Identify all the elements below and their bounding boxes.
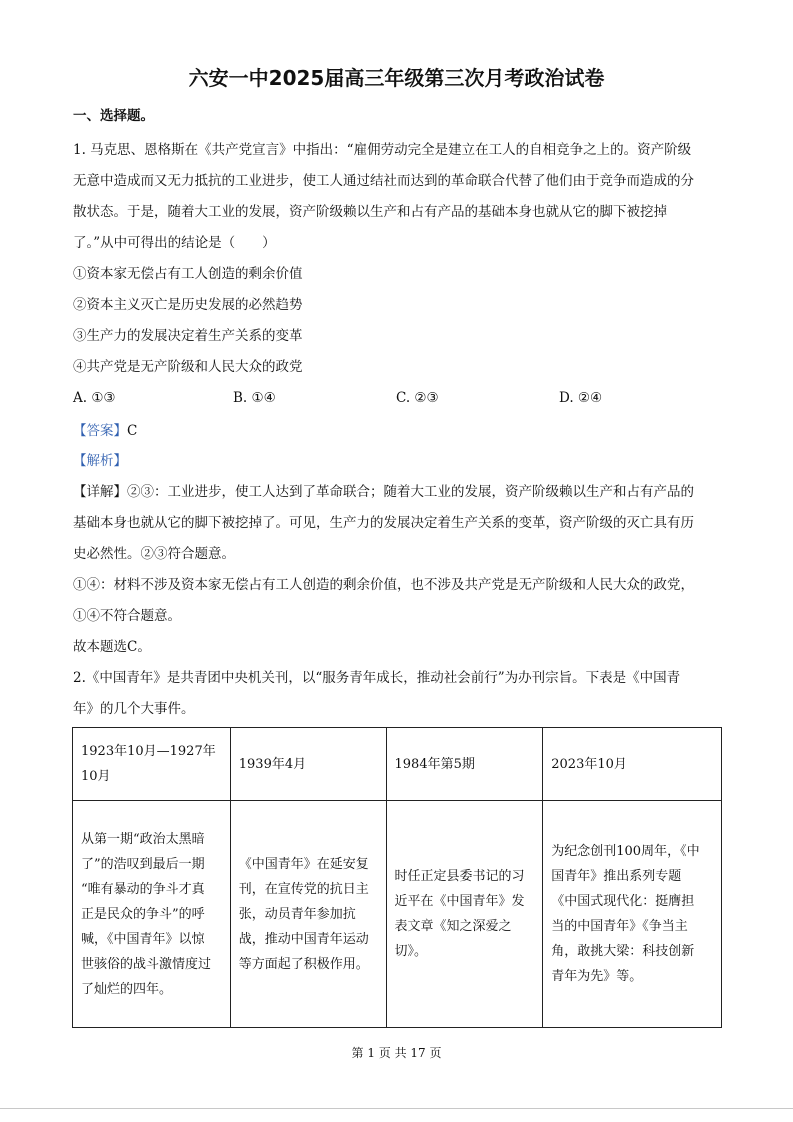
table-header-cell: 1984年第5期 (386, 728, 543, 801)
detail-line: 基础本身也就从它的脚下被挖掉了。可见，生产力的发展决定着生产关系的变革，资产阶级的灭亡具有历 (73, 515, 694, 531)
page-footer: 第 1 页 共 17 页 (351, 1046, 442, 1060)
bottom-divider (0, 1108, 793, 1109)
option-c: C. ②③ (396, 390, 439, 406)
answer-tag: 【答案】 (73, 423, 127, 439)
statement-item: ②资本主义灭亡是历史发展的必然趋势 (73, 297, 303, 313)
option-d: D. ②④ (559, 390, 603, 406)
table-header-row (73, 728, 722, 801)
events-table (72, 727, 722, 1028)
question-1-text: 1. 马克思、恩格斯在《共产党宣言》中指出：“雇佣劳动完全是建立在工人的自相竞争之上的。资产阶级 (73, 142, 692, 158)
question-2-text: 年》的几个大事件。 (73, 701, 195, 717)
table-header-cell: 1939年4月 (230, 728, 386, 801)
table-cell: 时任正定县委书记的习 近平在《中国青年》发 表文章《知之深爱之 切》。 (386, 801, 543, 1028)
detail-line: 史必然性。②③符合题意。 (73, 546, 235, 562)
statement-item: ③生产力的发展决定着生产关系的变革 (73, 328, 303, 344)
detail-line: ①④不符合题意。 (73, 608, 181, 624)
page-title: 六安一中2025届高三年级第三次月考政治试卷 (188, 66, 605, 90)
detail-text: ②③：工业进步，使工人达到了革命联合；随着大工业的发展，资产阶级赖以生产和占有产品的 (127, 484, 694, 500)
section-heading: 一、选择题。 (73, 108, 154, 124)
table-cell: 为纪念创刊100周年，《中 国青年》推出系列专题 《中国式现代化：挺膺担 当的中国青年》《争当主 角，敢挑大梁：科技创新 青年为先》等。 (543, 801, 722, 1028)
answer-line (73, 422, 137, 440)
question-1-text: 散状态。于是，随着大工业的发展，资产阶级赖以生产和占有产品的基础本身也就从它的脚下被挖掉 (73, 204, 667, 220)
option-a: A. ①③ (73, 390, 116, 406)
detail-line: ①④：材料不涉及资本家无偿占有工人创造的剩余价值，也不涉及共产党是无产阶级和人民大众的政党， (73, 577, 694, 593)
table-cell: 《中国青年》在延安复 刊，在宣传党的抗日主 张，动员青年参加抗 战，推动中国青年运动 等方面起了积极作用。 (230, 801, 386, 1028)
table-header-cell: 1923年10月—1927年 10月 (73, 728, 231, 801)
table-cell: 从第一期“政治太黑暗 了”的浩叹到最后一期 “唯有暴动的争斗才真 正是民众的争斗”的呼 喊，《中国青年》以惊 世骇俗的战斗激情度过 了灿烂的四年。 (73, 801, 231, 1028)
option-b: B. ①④ (233, 390, 276, 406)
detail-line: 故本题选C。 (73, 639, 151, 655)
statement-item: ①资本家无偿占有工人创造的剩余价值 (73, 266, 303, 282)
statement-item: ④共产党是无产阶级和人民大众的政党 (73, 359, 303, 375)
question-2-text: 2.《中国青年》是共青团中央机关刊，以“服务青年成长，推动社会前行”为办刊宗旨。下表是《中国青 (73, 670, 681, 686)
question-1-text: 了。”从中可得出的结论是（ ） (73, 235, 276, 251)
answer-value: C (127, 423, 138, 439)
detail-line (73, 483, 694, 501)
table-header-cell: 2023年10月 (543, 728, 722, 801)
question-1-text: 无意中造成而又无力抵抗的工业进步，使工人通过结社而达到的革命联合代替了他们由于竞争而造成的分 (73, 173, 694, 189)
analysis-tag: 【解析】 (73, 453, 127, 469)
detail-tag: 【详解】 (73, 484, 127, 500)
table-row (73, 801, 722, 1028)
